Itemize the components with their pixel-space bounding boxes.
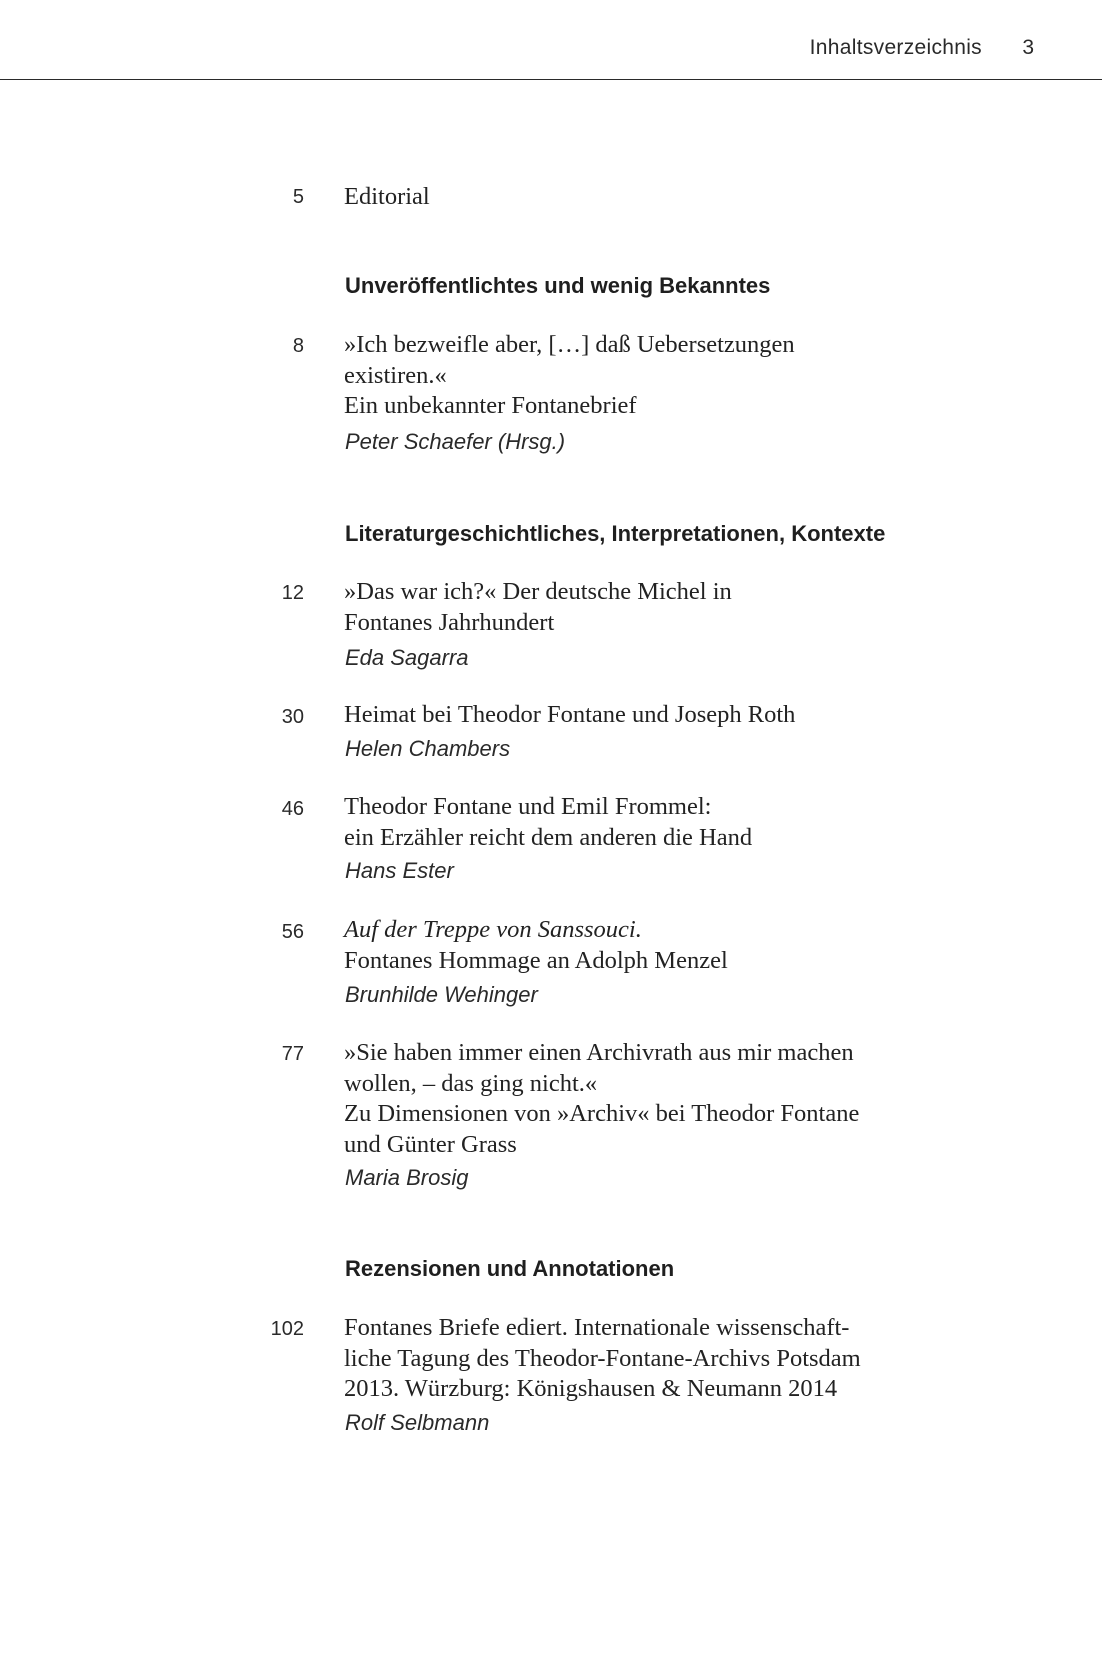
toc-entry-title xyxy=(344,330,984,422)
toc-entry-title xyxy=(344,182,984,213)
toc-page-number: 77 xyxy=(281,1043,304,1065)
section-heading: Rezensionen und Annotationen xyxy=(345,1256,675,1281)
toc-title-line: wollen, – das ging nicht.« xyxy=(344,1069,598,1097)
toc-title-line: Fontanes Briefe ediert. Internationale wissenschaft- xyxy=(344,1314,850,1341)
toc-page-number: 30 xyxy=(281,706,304,728)
toc-title-line: Auf der Treppe von Sanssouci. xyxy=(344,916,642,943)
section-heading: Unveröffentlichtes und wenig Bekanntes xyxy=(345,273,771,298)
toc-author: Rolf Selbmann xyxy=(345,1410,490,1435)
toc-title-line: liche Tagung des Theodor-Fontane-Archivs Potsdam xyxy=(344,1344,861,1372)
toc-entry-title xyxy=(344,792,984,853)
toc-author: Brunhilde Wehinger xyxy=(345,982,538,1007)
toc-entry-title xyxy=(344,1038,984,1160)
toc-title-line: Heimat bei Theodor Fontane und Joseph Roth xyxy=(344,701,796,728)
toc-page-number: 8 xyxy=(292,335,304,357)
toc-entry-title xyxy=(344,700,984,731)
toc-title-line: »Ich bezweifle aber, […] daß Uebersetzungen xyxy=(344,331,795,358)
running-header xyxy=(0,0,1102,80)
toc-author: Hans Ester xyxy=(345,858,454,883)
toc-title-line: Ein unbekannter Fontanebrief xyxy=(344,392,637,419)
toc-title-line: Theodor Fontane und Emil Frommel: xyxy=(344,793,712,820)
toc-entry-title xyxy=(344,577,984,638)
toc-title-line: ein Erzähler reicht dem anderen die Hand xyxy=(344,823,753,851)
toc-title-line: »Sie haben immer einen Archivrath aus mir machen xyxy=(344,1039,854,1066)
toc-entry-title xyxy=(344,915,984,976)
toc-author: Helen Chambers xyxy=(345,736,511,761)
toc-title-line: Fontanes Hommage an Adolph Menzel xyxy=(344,946,728,974)
toc-author: Maria Brosig xyxy=(345,1165,469,1190)
page-number: 3 xyxy=(1022,36,1034,59)
toc-page-number: 46 xyxy=(281,798,304,820)
toc-title-line: Zu Dimensionen von »Archiv« bei Theodor Fontane xyxy=(344,1100,860,1127)
toc-title-line: 2013. Würzburg: Königshausen & Neumann 2014 xyxy=(344,1375,838,1402)
toc-title-line: und Günter Grass xyxy=(344,1130,517,1158)
toc-entry-title xyxy=(344,1313,984,1405)
toc-title-line: Editorial xyxy=(344,183,430,210)
running-header-title: Inhaltsverzeichnis xyxy=(809,36,982,59)
toc-title-line: Fontanes Jahrhundert xyxy=(344,608,555,636)
toc-page-number: 102 xyxy=(270,1318,304,1340)
toc-title-line: existiren.« xyxy=(344,361,447,389)
toc-author: Eda Sagarra xyxy=(345,645,469,670)
toc-title-line: »Das war ich?« Der deutsche Michel in xyxy=(344,578,732,605)
section-heading: Literaturgeschichtliches, Interpretationen, Kontexte xyxy=(345,521,886,546)
toc-page-number: 5 xyxy=(292,186,304,208)
toc-page-number: 12 xyxy=(281,582,304,604)
toc-page-number: 56 xyxy=(281,921,304,943)
toc-author: Peter Schaefer (Hrsg.) xyxy=(345,429,566,454)
